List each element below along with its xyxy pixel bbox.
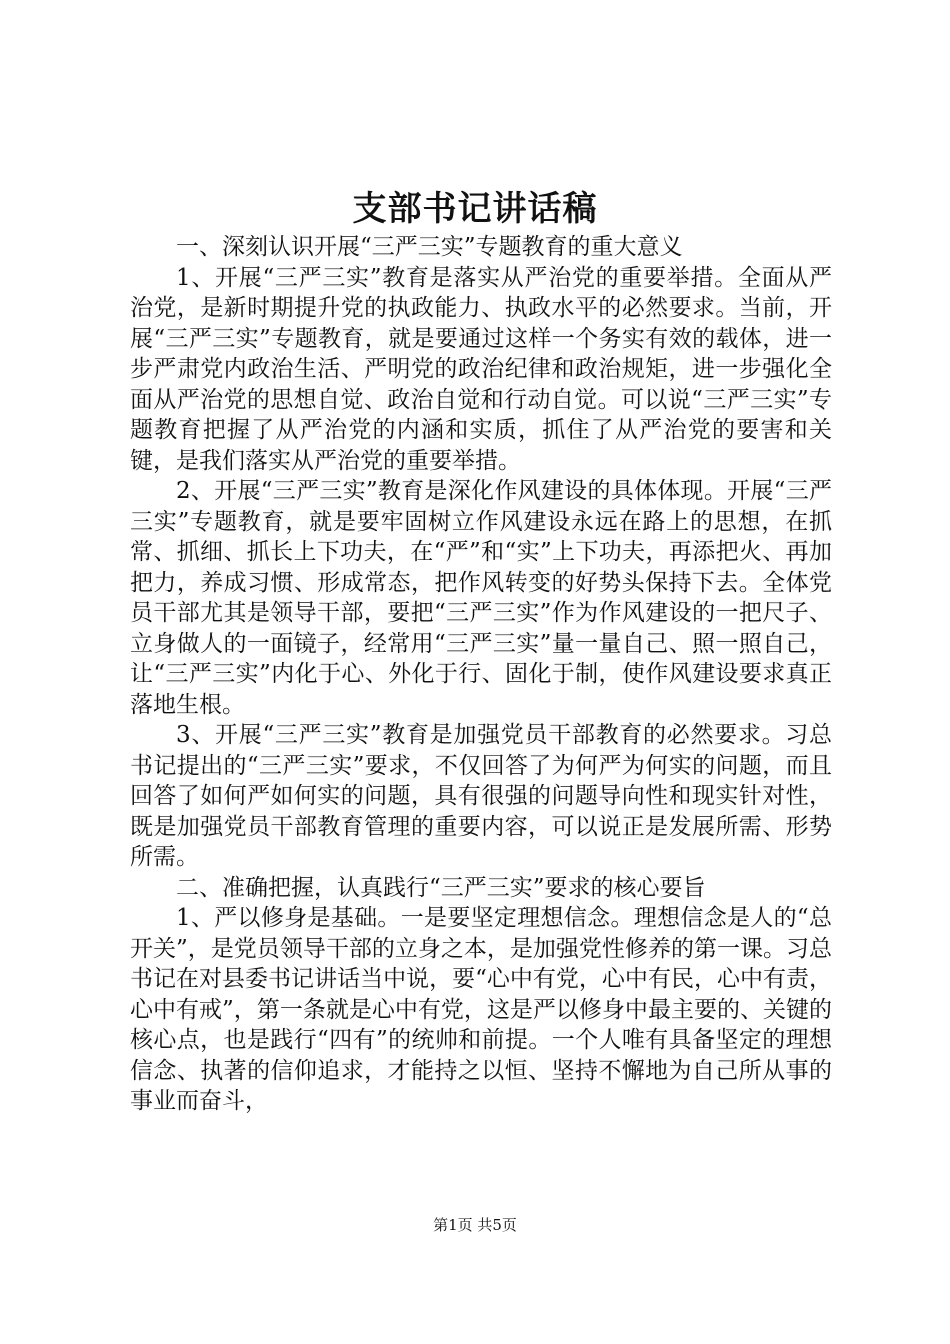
paragraph: 1、严以修身是基础。一是要坚定理想信念。理想信念是人的“总开关”，是党员领导干部的立身之本，是加强党性修养的第一课。习总书记在对县委书记讲话当中说，要“心中有党，心中有民，心中有责，心中有戒”，第一条就是心中有党，这是严以修身中最主要的、关键的核心点，也是践行“四有”的统帅和前提。一个人唯有具备坚定的理想信念、执著的信仰追求，才能持之以恒、坚持不懈地为自己所从事的事业而奋斗， <box>130 905 832 1114</box>
document-title: 支部书记讲话稿 <box>352 189 598 229</box>
section-heading-1: 一、深刻认识开展“三严三实”专题教育的重大意义 <box>176 234 683 260</box>
section-heading-2: 二、准确把握，认真践行“三严三实”要求的核心要旨 <box>176 874 706 901</box>
paragraph: 3、开展“三严三实”教育是加强党员干部教育的必然要求。习总书记提出的“三严三实”要求，不仅回答了为何严为何实的问题，而且回答了如何严如何实的问题，具有很强的问题导向性和现实针对性，既是加强党员干部教育管理的重要内容，可以说正是发展所需、形势所需。 <box>130 722 832 870</box>
paragraph: 2、开展“三严三实”教育是深化作风建设的具体体现。开展“三严三实”专题教育，就是要牢固树立作风建设永远在路上的思想，在抓常、抓细、抓长上下功夫，在“严”和“实”上下功夫，再添把火、再加把力，养成习惯、形成常态，把作风转变的好势头保持下去。全体党员干部尤其是领导干部，要把“三严三实”作为作风建设的一把尺子、立身做人的一面镜子，经常用“三严三实”量一量自己、照一照自己，让“三严三实”内化于心、外化于行、固化于制，使作风建设要求真正落地生根。 <box>130 478 832 718</box>
document-body <box>130 232 832 1117</box>
page-footer: 第1页 共5页 <box>433 1216 517 1234</box>
paragraph: 1、开展“三严三实”教育是落实从严治党的重要举措。全面从严治党，是新时期提升党的执政能力、执政水平的必然要求。当前，开展“三严三实”专题教育，就是要通过这样一个务实有效的载体，进一步严肃党内政治生活、严明党的政治纪律和政治规矩，进一步强化全面从严治党的思想自觉、政治自觉和行动自觉。可以说“三严三实”专题教育把握了从严治党的内涵和实质，抓住了从严治党的要害和关键，是我们落实从严治党的重要举措。 <box>130 264 832 474</box>
